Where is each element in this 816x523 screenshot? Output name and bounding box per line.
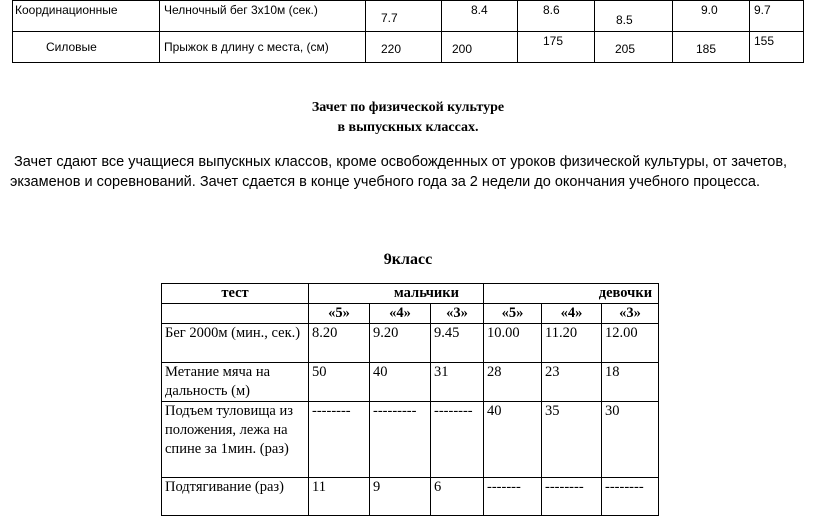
value: 220 (381, 42, 402, 56)
heading-line: Зачет по физической культуре (311, 100, 505, 115)
marks-row (162, 304, 659, 324)
grade-title: 9класс (383, 251, 433, 268)
mark-cell: «3» (602, 304, 659, 324)
value-cell (595, 32, 673, 63)
table-row (162, 402, 659, 478)
exercise-cell (160, 32, 366, 63)
value-cell: 12.00 (602, 324, 659, 363)
value-cell: 9 (370, 478, 431, 516)
value-cell: 9.20 (370, 324, 431, 363)
mark-cell: «5» (484, 304, 542, 324)
mark-cell: «5» (309, 304, 370, 324)
value: 200 (452, 42, 473, 56)
category-cell (13, 1, 160, 32)
mark-cell: «4» (370, 304, 431, 324)
value-cell (366, 32, 442, 63)
value: 9.7 (754, 3, 771, 17)
value-cell (518, 32, 595, 63)
value-cell (673, 32, 750, 63)
exercise-cell (160, 1, 366, 32)
value-cell: 50 (309, 363, 370, 402)
value-cell: 40 (370, 363, 431, 402)
document-heading (0, 98, 816, 138)
value-cell (750, 1, 804, 32)
value-cell: 10.00 (484, 324, 542, 363)
test-name: Подъем туловища из положения, лежа на спине за 1мин. (раз) (162, 402, 309, 478)
table-row (13, 32, 804, 63)
value-cell: --------- (370, 402, 431, 478)
value-cell: ------- (484, 478, 542, 516)
table-row (162, 363, 659, 402)
table-header-row (162, 284, 659, 304)
value: 175 (543, 34, 564, 48)
value: 155 (754, 34, 775, 48)
grade-norms-table (161, 283, 659, 516)
value: 8.4 (471, 3, 488, 17)
category-cell (13, 32, 160, 63)
category-label: Координационные (15, 3, 118, 17)
category-label: Силовые (46, 40, 97, 54)
exercise-label: Прыжок в длину с места, (см) (164, 40, 329, 54)
value-cell: 8.20 (309, 324, 370, 363)
norms-table-top (12, 0, 804, 63)
value-cell (595, 1, 673, 32)
heading-line: в выпускных классах. (337, 120, 479, 135)
value-cell: 11.20 (542, 324, 602, 363)
value-cell: -------- (431, 402, 484, 478)
value: 9.0 (701, 3, 718, 17)
test-name: Подтягивание (раз) (162, 478, 309, 516)
mark-cell: «4» (542, 304, 602, 324)
table-row (162, 478, 659, 516)
test-name: Метание мяча на дальность (м) (162, 363, 309, 402)
value-cell (366, 1, 442, 32)
document-paragraph (10, 152, 810, 192)
table-row (13, 1, 804, 32)
header-girls: девочки (484, 284, 659, 304)
value: 7.7 (381, 11, 398, 25)
value-cell: 18 (602, 363, 659, 402)
value: 205 (615, 42, 636, 56)
value-cell: 28 (484, 363, 542, 402)
value-cell (442, 32, 518, 63)
paragraph-line: экзаменов и соревнований. Зачет сдается в конце учебного года за 2 недели до окончания учебного процесса. (10, 174, 761, 190)
paragraph-line: Зачет сдают все учащиеся выпускных классов, кроме освобожденных от уроков физической культуры, от зачетов, (10, 154, 788, 170)
value-cell: -------- (542, 478, 602, 516)
test-name: Бег 2000м (мин., сек.) (162, 324, 309, 363)
value-cell (673, 1, 750, 32)
value-cell: 40 (484, 402, 542, 478)
empty-cell (162, 304, 309, 324)
value-cell: 35 (542, 402, 602, 478)
value-cell: 23 (542, 363, 602, 402)
value-cell: 30 (602, 402, 659, 478)
value-cell (442, 1, 518, 32)
value-cell: 9.45 (431, 324, 484, 363)
mark-cell: «3» (431, 304, 484, 324)
header-boys: мальчики (309, 284, 484, 304)
table-row (162, 324, 659, 363)
value-cell (518, 1, 595, 32)
header-test: тест (162, 284, 309, 304)
value: 8.6 (543, 3, 560, 17)
value-cell (750, 32, 804, 63)
exercise-label: Челночный бег 3х10м (сек.) (164, 3, 318, 17)
value-cell: -------- (602, 478, 659, 516)
value-cell: 6 (431, 478, 484, 516)
value: 8.5 (616, 13, 633, 27)
value-cell: 11 (309, 478, 370, 516)
value: 185 (696, 42, 717, 56)
value-cell: 31 (431, 363, 484, 402)
value-cell: -------- (309, 402, 370, 478)
